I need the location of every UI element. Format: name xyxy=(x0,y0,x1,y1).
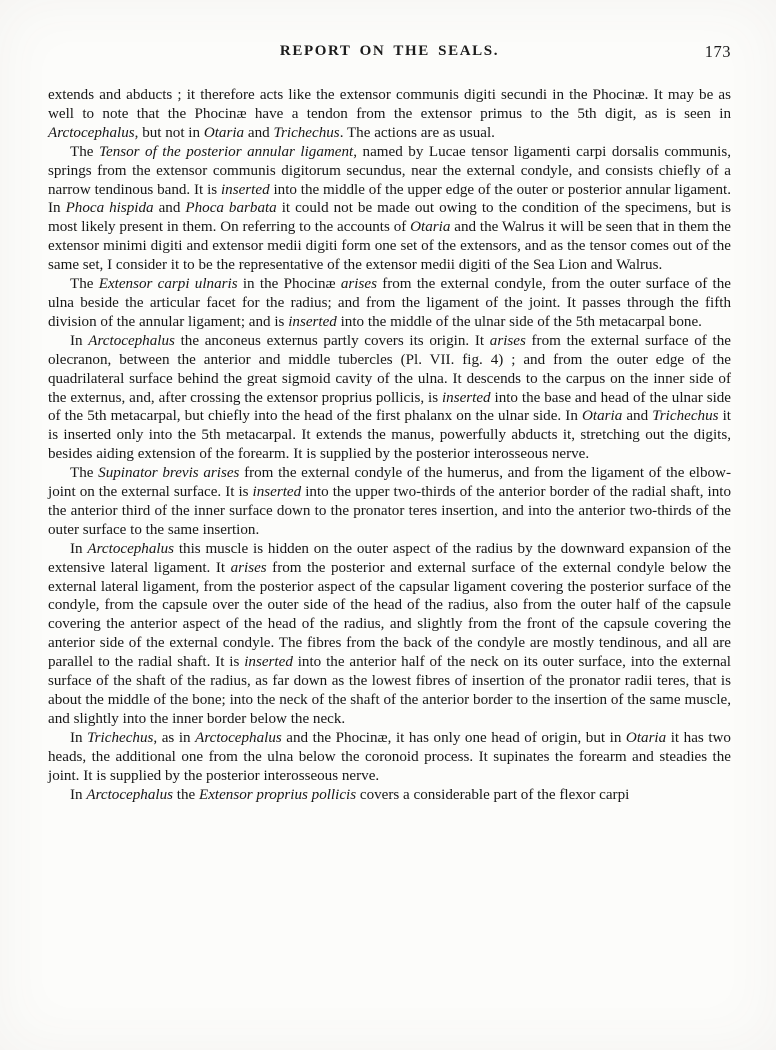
text-run: it could not be made out owing to the condition of the specimens, but is most likely present in them. On referring to the accounts of xyxy=(48,200,731,236)
text-run: and xyxy=(244,124,274,141)
header-title: REPORT ON THE SEALS. xyxy=(279,43,500,59)
italic-term: inserted xyxy=(244,654,293,671)
page-header xyxy=(48,43,731,63)
text-run: into the anterior half of the neck on its outer surface, into the external surface of the shaft of the radius, as far down as the lowest fibres of insertion of the pronator radii teres, that is about the middle of the bone; into the neck of the shaft of the anterior border to the insertion of the same muscle, and slightly into the inner border below the neck. xyxy=(48,654,732,727)
text-run: from the external surface of the olecranon, between the anterior and middle tubercles (Pl. VII. fig. 4) ; and from the outer edge of the quadrilateral surface behind the great sigmoid cavity of the ulna. It descends to the carpus on the inner side of the externus, and, after crossing the extensor proprius pollicis, is xyxy=(48,332,731,406)
text-run: , as in xyxy=(153,729,196,746)
italic-term: Trichechus xyxy=(652,408,719,425)
text-run: the xyxy=(173,786,199,803)
text-run: In xyxy=(70,786,87,803)
italic-term: Otaria xyxy=(625,729,667,746)
paragraph xyxy=(48,729,731,786)
italic-term: inserted xyxy=(288,313,337,330)
italic-term: Trichechus xyxy=(87,729,154,746)
italic-term: inserted xyxy=(220,181,270,198)
italic-term: Arctocephalus xyxy=(86,786,173,803)
italic-term: Arctocephalus xyxy=(195,729,282,746)
text-run: In xyxy=(70,540,88,557)
text-run: into the middle of the ulnar side of the 5th metacarpal bone. xyxy=(336,313,702,330)
paragraph xyxy=(48,143,731,275)
italic-term: Phoca hispida xyxy=(65,200,154,217)
italic-term: Tensor of the posterior annular ligament xyxy=(98,143,354,160)
italic-term: arises xyxy=(340,276,377,293)
text-run: , named by Lucae tensor ligamenti carpi dorsalis communis, springs from the extensor communis digitorum secundus, near the external condyle, and consists chiefly of a narrow tendinous band. It is xyxy=(48,143,731,198)
paragraph xyxy=(48,786,731,805)
text-run: the anconeus externus partly covers its origin. It xyxy=(174,332,490,349)
text-run: and the Walrus it will be seen that in them the extensor minimi digiti and extensor medii digiti form one set of the extensors, and as the tensor comes out of the same set, I consider it to be the representative of the extensor medii digiti of the Sea Lion and Walrus. xyxy=(48,219,731,274)
italic-term: Otaria xyxy=(410,219,451,236)
text-run: covers a considerable part of the flexor carpi xyxy=(356,786,630,803)
paragraph xyxy=(48,275,731,332)
italic-term: Supinator brevis arises xyxy=(98,465,240,482)
italic-term: Otaria xyxy=(203,124,245,141)
text-run: The xyxy=(70,465,99,482)
italic-term: Phoca barbata xyxy=(185,200,277,217)
italic-term: arises xyxy=(489,332,526,349)
text-run: from the external condyle of the humerus, and from the ligament of the elbow-joint on the external surface. It is xyxy=(48,465,731,501)
italic-term: Otaria xyxy=(581,408,623,425)
text-run: and xyxy=(622,408,653,425)
paragraph xyxy=(48,86,731,143)
page-number: 173 xyxy=(704,42,731,61)
page-body xyxy=(48,86,731,804)
text-run: In xyxy=(70,729,88,746)
italic-term: Arctocephalus xyxy=(87,540,175,557)
text-run: The xyxy=(70,276,99,293)
text-run: and xyxy=(153,200,186,217)
paragraph xyxy=(48,464,731,540)
text-run: into the middle of the upper edge of the outer or posterior annular ligament. In xyxy=(48,181,732,217)
italic-term: Arctocephalus xyxy=(48,124,135,141)
italic-term: Extensor carpi ulnaris xyxy=(98,276,238,293)
text-run: this muscle is hidden on the outer aspect of the radius by the downward expansion of the extensive lateral ligament. It xyxy=(48,540,731,576)
text-run: extends and abducts ; it therefore acts like the extensor communis digiti secundi in the Phocinæ. It may be as well to note that the Phocinæ have a tendon from the extensor primus to the 5th digit, as is seen in xyxy=(48,87,731,122)
text-run: into the upper two-thirds of the anterior border of the radial shaft, into the anterior third of the inner surface down to the pronator teres insertion, and into the anterior two-thirds of the outer surface to the same insertion. xyxy=(48,484,731,538)
italic-term: Extensor proprius pollicis xyxy=(199,786,357,803)
text-run: it is inserted only into the 5th metacarpal. It extends the manus, powerfully abducts it, stretching out the digits, besides aiding extension of the forearm. It is supplied by the posterior interosseous nerve. xyxy=(48,408,731,463)
text-run: into the base and head of the ulnar side of the 5th metacarpal, but chiefly into the head of the first phalanx on the ulnar side. In xyxy=(48,389,732,425)
paragraph xyxy=(48,540,731,729)
text-run: , but not in xyxy=(134,124,204,141)
text-run: and the Phocinæ, it has only one head of origin, but in xyxy=(281,729,626,746)
text-run: in the Phocinæ xyxy=(237,276,341,293)
italic-term: inserted xyxy=(441,389,491,406)
italic-term: arises xyxy=(230,559,267,576)
italic-term: Trichechus xyxy=(273,124,340,141)
text-run: In xyxy=(70,332,89,349)
text-run: The xyxy=(70,143,99,160)
text-run: . The actions are as usual. xyxy=(339,124,495,141)
text-run: it has two heads, the additional one from the ulna below the coronoid process. It supinates the forearm and steadies the joint. It is supplied by the posterior interosseous nerve. xyxy=(48,729,731,784)
italic-term: inserted xyxy=(252,484,302,501)
paragraph xyxy=(48,332,731,464)
italic-term: Arctocephalus xyxy=(88,332,175,349)
text-run: from the external condyle, from the outer surface of the ulna beside the articular facet for the radius; and from the ligament of the joint. It passes through the fifth division of the annular ligament; and is xyxy=(48,276,731,330)
text-run: from the posterior and external surface of the external condyle below the external lateral ligament, from the posterior aspect of the capsular ligament covering the posterior surface of the condyle, from the capsule over the outer side of the head of the radius, also from the outer half of the capsule covering the anterior aspect of the head of the radius, and slightly from the front of the capsule covering the anterior side of the external condyle. The fibres from the back of the condyle are mostly tendinous, and all are parallel to the radial shaft. It is xyxy=(48,559,731,671)
